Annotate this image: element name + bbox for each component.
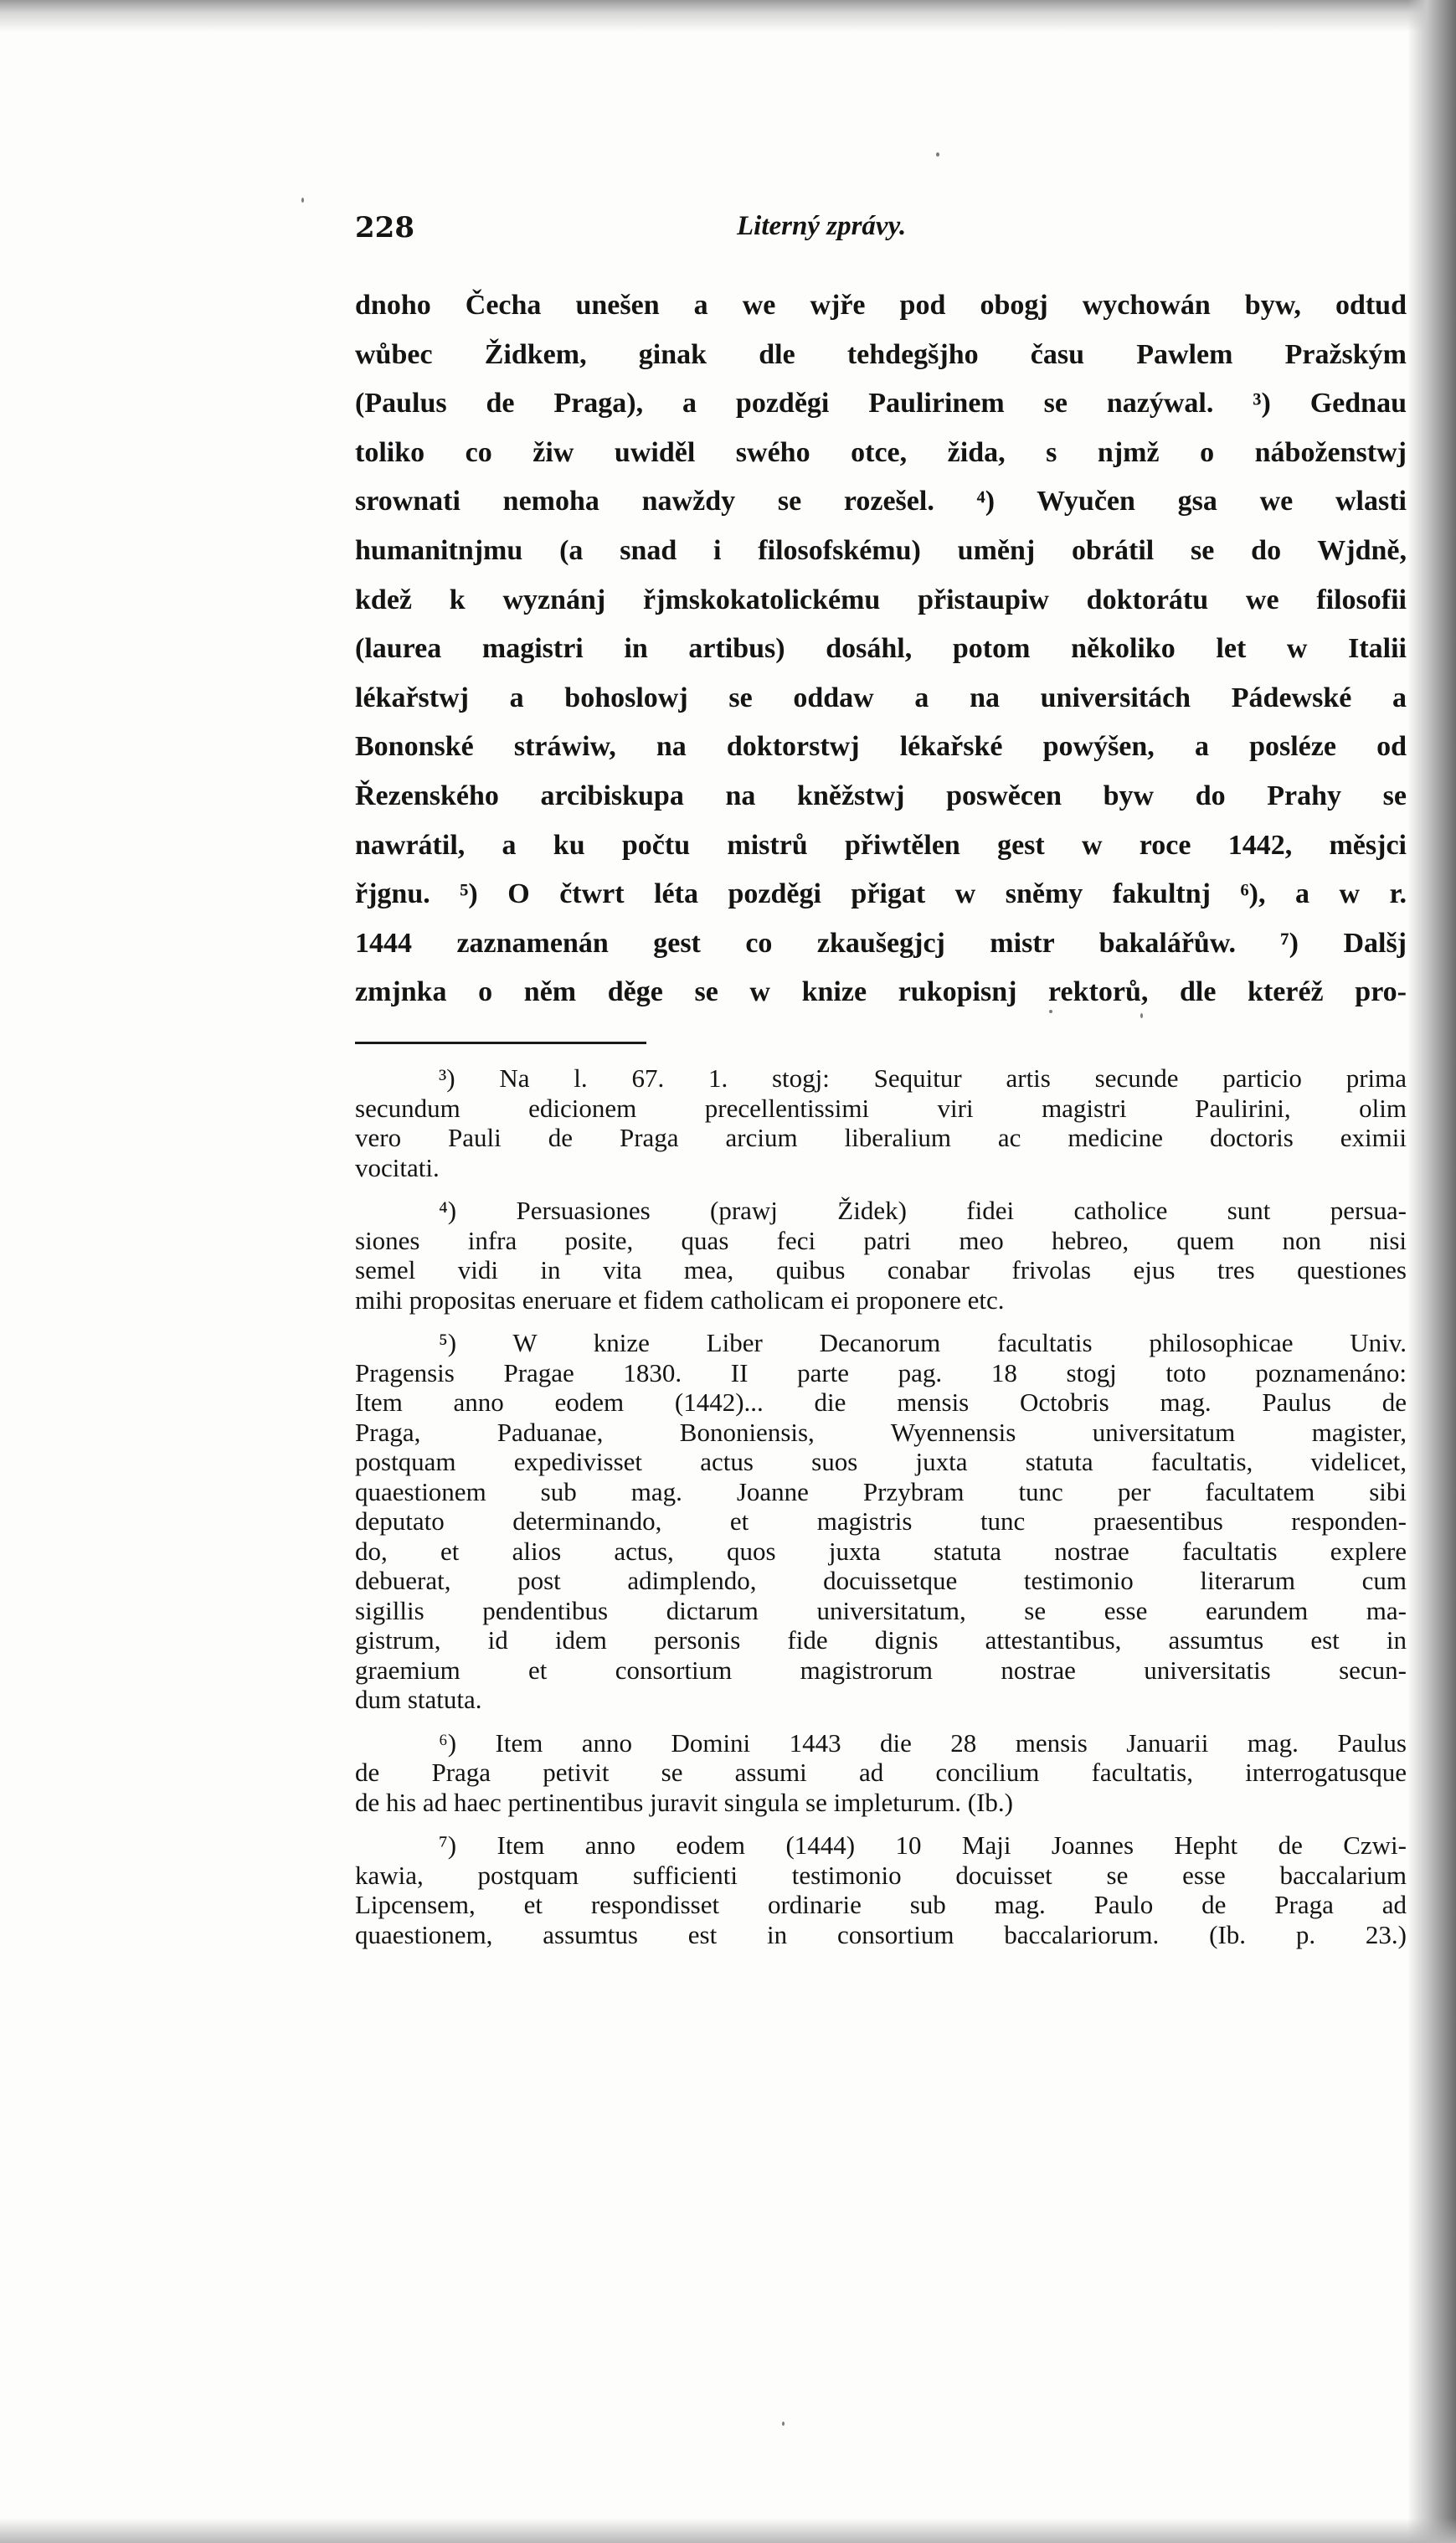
text-line: srownati nemoha nawždy se rozešel. ⁴) Wyučen gsa we wlasti	[355, 486, 1407, 517]
scan-edge-top	[0, 0, 1456, 32]
footnote-line: ⁶) Item anno Domini 1443 die 28 mensis Januarii mag. Paulus	[439, 1727, 1407, 1758]
text-line: lékařstwj a bohoslowj se oddaw a na universitách Pádewské a	[355, 682, 1407, 713]
footnote-4	[355, 1196, 1407, 1315]
footnote-line: Pragensis Pragae 1830. II parte pag. 18 stogj toto poznamenáno:	[355, 1357, 1407, 1387]
footnote-line: kawia, postquam sufficienti testimonio docuisset se esse baccalarium	[355, 1860, 1407, 1890]
footnote-line: do, et alios actus, quos juxta statuta nostrae facultatis explere	[355, 1536, 1407, 1566]
footnote-line: sigillis pendentibus dictarum universitatum, se esse earundem ma-	[355, 1595, 1407, 1625]
text-line: kdež k wyznánj řjmskokatolickému přistaupiw doktorátu we filosofii	[355, 584, 1407, 615]
footnote-line: mihi propositas eneruare et fidem catholicam ei proponere etc.	[355, 1284, 1005, 1315]
footnote-line: gistrum, id idem personis fide dignis attestantibus, assumtus est in	[355, 1625, 1407, 1655]
footnote-line: Praga, Paduanae, Bononiensis, Wyennensis universitatum magister,	[355, 1417, 1407, 1447]
footnote-line: Item anno eodem (1442)... die mensis Octobris mag. Paulus de	[355, 1387, 1407, 1417]
footnote-divider	[355, 1042, 646, 1044]
footnote-line: vero Pauli de Praga arcium liberalium ac medicine doctoris eximii	[355, 1123, 1407, 1152]
scan-edge-bottom	[0, 2518, 1456, 2543]
footnote-line: postquam expedivisset actus suos juxta statuta facultatis, videlicet,	[355, 1447, 1407, 1476]
scan-speck	[782, 2422, 785, 2426]
text-line: (laurea magistri in artibus) dosáhl, potom několiko let w Italii	[355, 633, 1407, 665]
text-line: wůbec Židkem, ginak dle tehdegšjho času Pawlem Pražským	[355, 338, 1407, 370]
scan-speck	[301, 198, 304, 203]
footnote-line: ⁷) Item anno eodem (1444) 10 Maji Joannes Hepht de Czwi-	[439, 1830, 1407, 1860]
text-line: 1444 zaznamenán gest co zkaušegjcj mistr bakalářůw. ⁷) Dalšj	[355, 927, 1407, 959]
footnote-5	[355, 1328, 1407, 1715]
text-line: dnoho Čecha unešen a we wjře pod obogj wychowán byw, odtud	[355, 290, 1407, 321]
footnote-line: dum statuta.	[355, 1685, 482, 1714]
footnote-line: ⁴) Persuasiones (prawj Židek) fidei catholice sunt persua-	[439, 1196, 1407, 1225]
running-title: Literný zprávy.	[737, 211, 907, 241]
page-number: 228	[355, 211, 414, 245]
text-line: humanitnjmu (a snad i filosofskému) uměnj obrátil se do Wjdně,	[355, 534, 1407, 566]
footnote-line: deputato determinando, et magistris tunc praesentibus responden-	[355, 1506, 1407, 1536]
footnote-line: siones infra posite, quas feci patri meo hebreo, quem non nisi	[355, 1225, 1407, 1255]
text-line: Bononské stráwiw, na doktorstwj lékařské powýšen, a posléze od	[355, 731, 1407, 763]
main-text	[355, 281, 1407, 1017]
footnote-line: vocitati.	[355, 1152, 440, 1182]
footnote-line: ⁵) W knize Liber Decanorum facultatis philosophicae Univ.	[439, 1328, 1407, 1357]
footnote-7	[355, 1830, 1407, 1949]
footnote-line: debuerat, post adimplendo, docuissetque testimonio literarum cum	[355, 1566, 1407, 1595]
page-header	[355, 211, 1407, 253]
footnote-line: graemium et consortium magistrorum nostrae universitatis secun-	[355, 1655, 1407, 1685]
footnote-line: ³) Na l. 67. 1. stogj: Sequitur artis secunde particio prima	[439, 1063, 1407, 1093]
footnote-line: Lipcensem, et respondisset ordinarie sub mag. Paulo de Praga ad	[355, 1890, 1407, 1919]
text-line: nawrátil, a ku počtu mistrů přiwtělen gest w roce 1442, měsjci	[355, 829, 1407, 861]
footnote-line: quaestionem sub mag. Joanne Przybram tunc per facultatem sibi	[355, 1476, 1407, 1506]
text-line: toliko co žiw uwiděl swého otce, žida, s njmž o náboženstwj	[355, 436, 1407, 468]
footnote-line: de his ad haec pertinentibus juravit singula se impleturum. (Ib.)	[355, 1787, 1013, 1817]
footnote-line: quaestionem, assumtus est in consortium baccalariorum. (Ib. p. 23.)	[355, 1919, 1407, 1949]
text-line: Řezenského arcibiskupa na kněžstwj poswěcen byw do Prahy se	[355, 780, 1407, 811]
text-line: (Paulus de Praga), a pozděgi Paulirinem se nazýwal. ³) Gednau	[355, 388, 1407, 420]
footnote-6	[355, 1728, 1407, 1818]
text-line: zmjnka o něm děge se w knize rukopisnj rektorů, dle kteréž pro-	[355, 976, 1407, 1008]
footnote-line: de Praga petivit se assumi ad concilium facultatis, interrogatusque	[355, 1758, 1407, 1787]
text-line: řjgnu. ⁵) O čtwrt léta pozděgi přigat w sněmy fakultnj ⁶), a w r.	[355, 878, 1407, 910]
footnotes	[355, 1063, 1407, 1963]
scan-speck	[936, 152, 939, 157]
footnote-line: secundum edicionem precellentissimi viri magistri Paulirini, olim	[355, 1093, 1407, 1123]
scan-edge-right	[1407, 0, 1456, 2543]
footnote-line: semel vidi in vita mea, quibus conabar frivolas ejus tres questiones	[355, 1255, 1407, 1284]
footnote-3	[355, 1063, 1407, 1182]
